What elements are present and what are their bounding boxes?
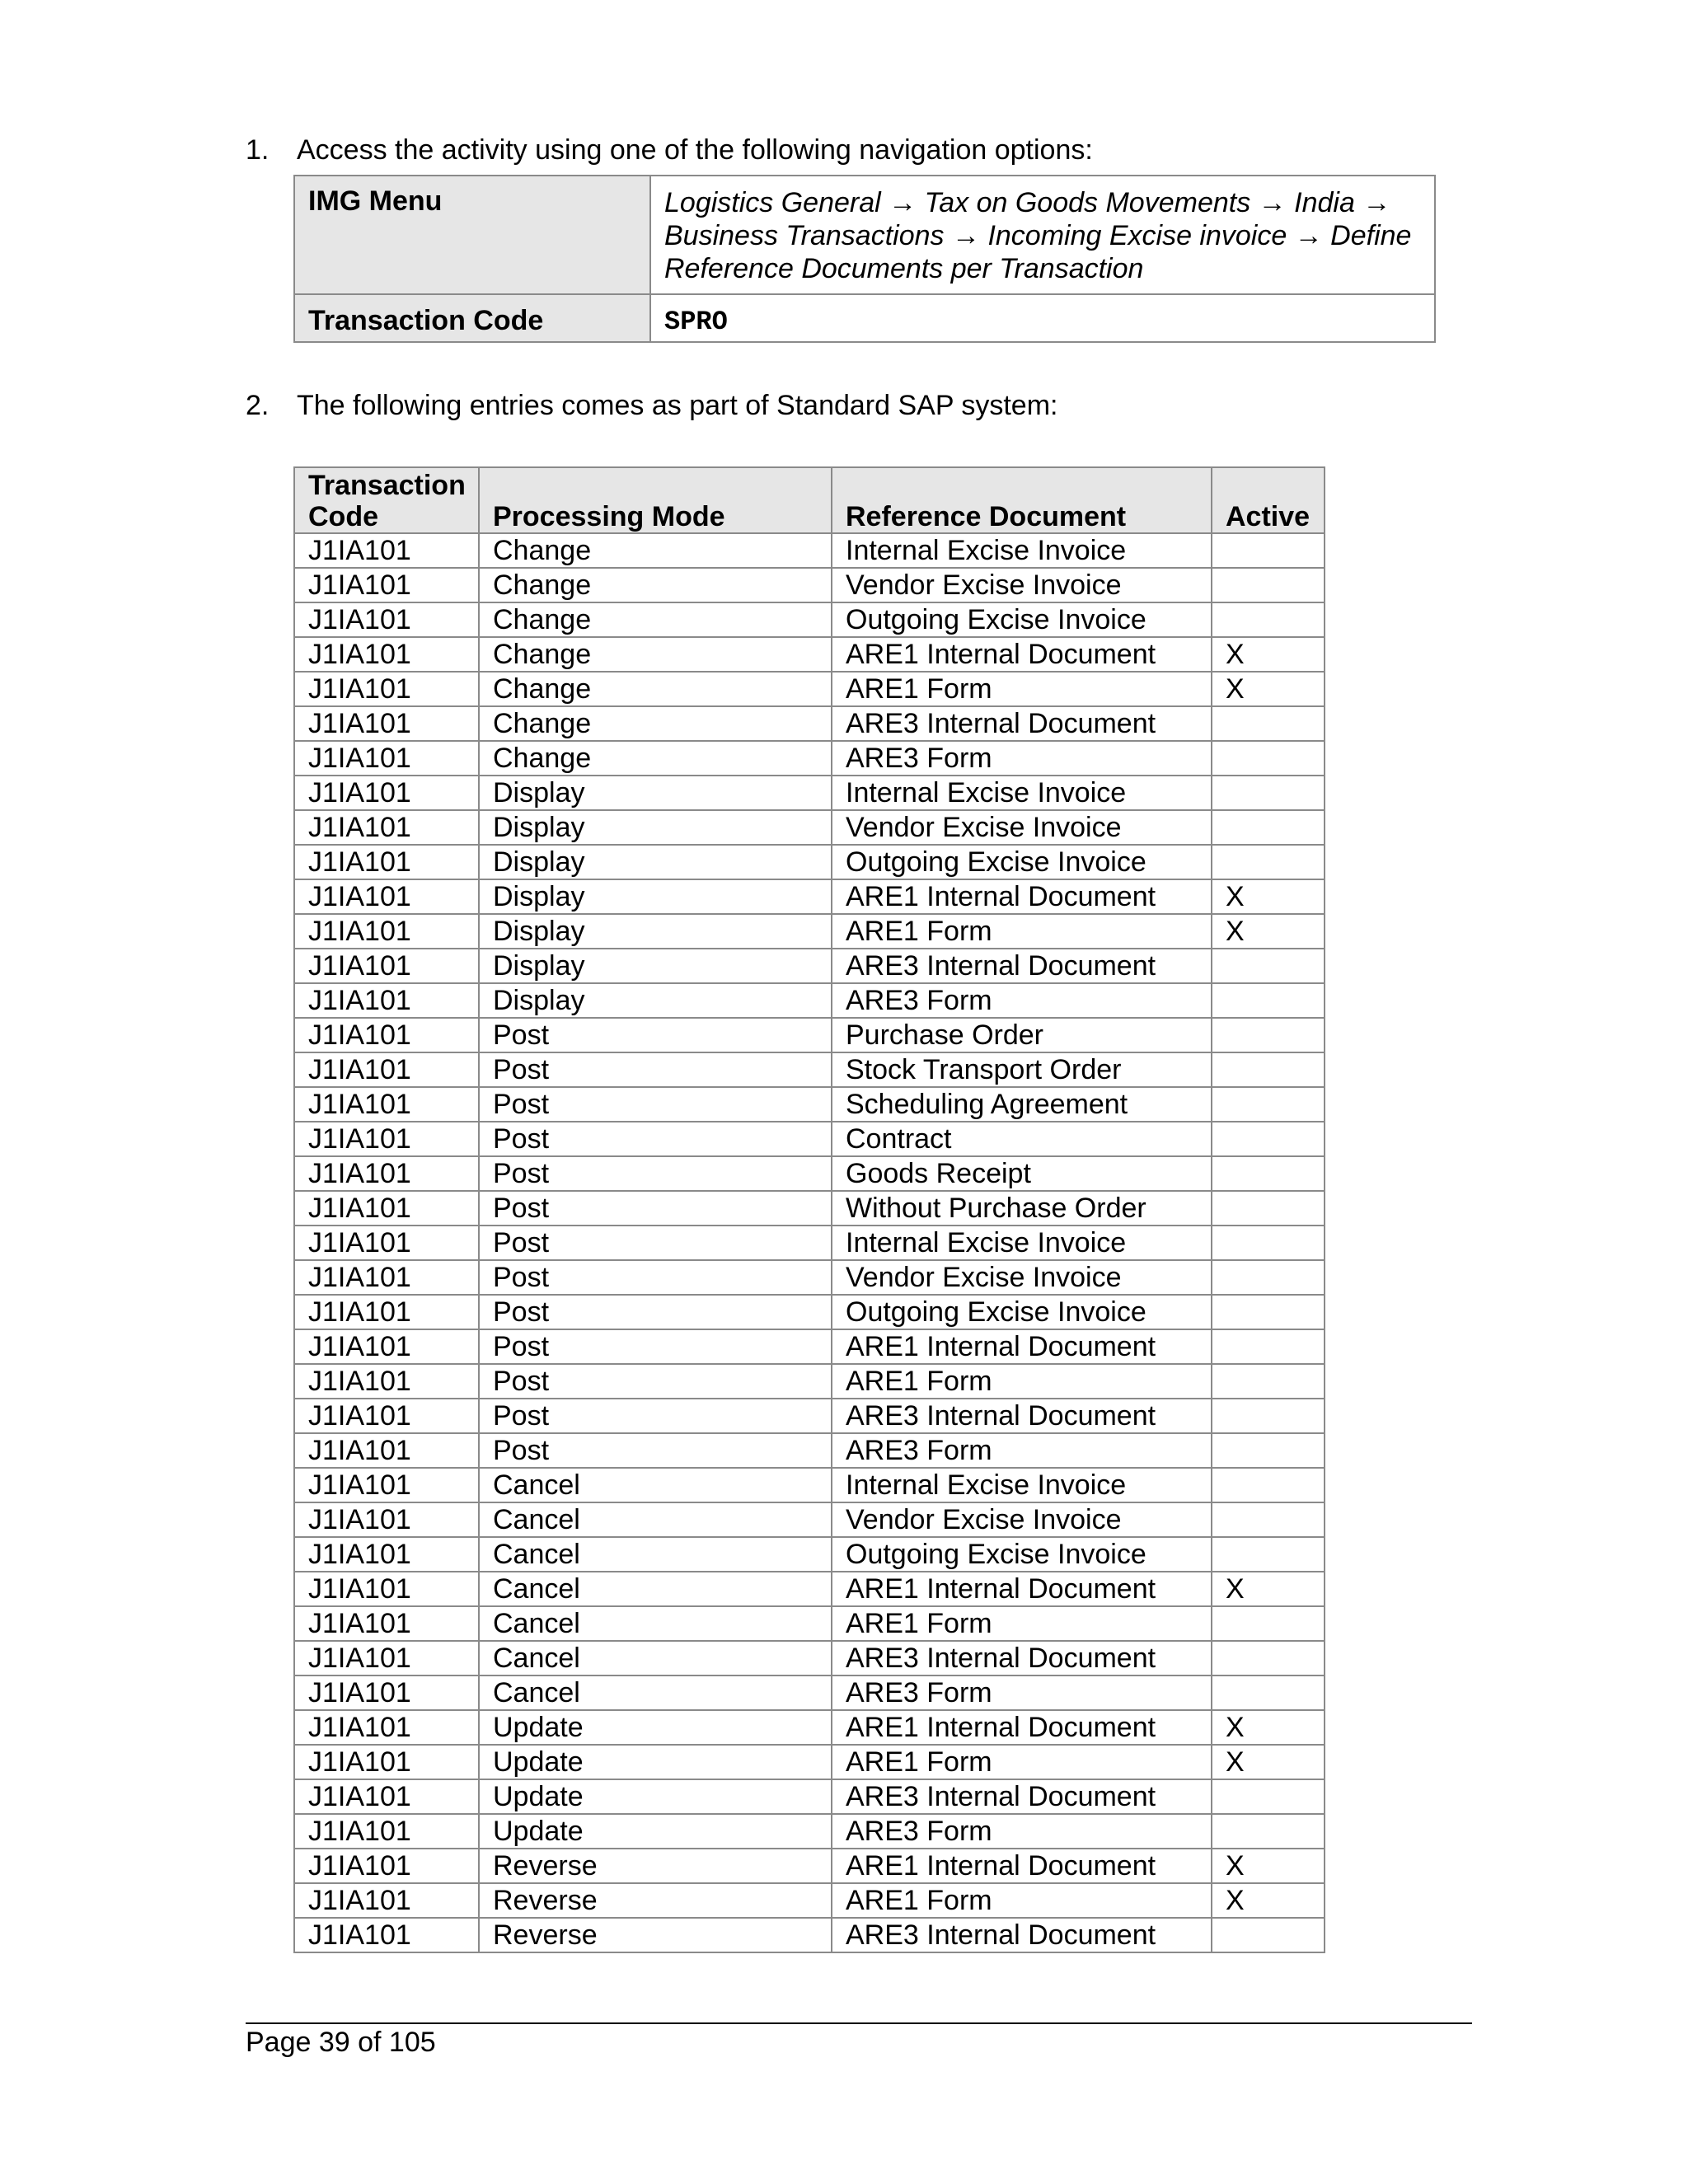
transaction-code-cell: J1IA101 — [294, 1260, 479, 1295]
path-step-5: Incoming Excise invoice — [987, 220, 1287, 251]
transaction-code-cell: J1IA101 — [294, 1779, 479, 1814]
reference-document-cell: Outgoing Excise Invoice — [832, 845, 1212, 879]
table-row — [294, 1641, 1325, 1675]
reference-document-cell: Outgoing Excise Invoice — [832, 1295, 1212, 1329]
active-cell — [1212, 1641, 1325, 1675]
active-cell — [1212, 1156, 1325, 1191]
table-row — [294, 1572, 1325, 1606]
transaction-code-cell: J1IA101 — [294, 568, 479, 602]
active-cell — [1212, 1364, 1325, 1399]
reference-document-cell: Purchase Order — [832, 1018, 1212, 1052]
active-cell — [1212, 1191, 1325, 1226]
table-row — [294, 602, 1325, 637]
processing-mode-cell: Post — [479, 1122, 832, 1156]
active-cell — [1212, 1918, 1325, 1952]
processing-mode-cell: Change — [479, 533, 832, 568]
path-step-3: India — [1294, 187, 1355, 218]
transaction-code-cell: J1IA101 — [294, 1156, 479, 1191]
active-cell — [1212, 810, 1325, 845]
transaction-code-cell: J1IA101 — [294, 1364, 479, 1399]
table-row — [294, 1745, 1325, 1779]
processing-mode-cell: Reverse — [479, 1849, 832, 1883]
processing-mode-cell: Post — [479, 1295, 832, 1329]
transaction-code-cell: J1IA101 — [294, 533, 479, 568]
processing-mode-cell: Cancel — [479, 1572, 832, 1606]
active-cell: X — [1212, 637, 1325, 672]
transaction-code-cell: J1IA101 — [294, 1814, 479, 1849]
active-cell — [1212, 1260, 1325, 1295]
processing-mode-cell: Post — [479, 1156, 832, 1191]
processing-mode-cell: Change — [479, 602, 832, 637]
active-cell: X — [1212, 672, 1325, 706]
reference-document-cell: ARE3 Internal Document — [832, 1399, 1212, 1433]
transaction-code-cell: J1IA101 — [294, 1122, 479, 1156]
reference-document-cell: ARE3 Form — [832, 1433, 1212, 1468]
processing-mode-cell: Change — [479, 568, 832, 602]
table-row — [294, 1087, 1325, 1122]
processing-mode-cell: Change — [479, 637, 832, 672]
path-step-4: Business Transactions — [664, 220, 945, 251]
reference-document-cell: ARE3 Internal Document — [832, 1918, 1212, 1952]
transaction-code-cell: J1IA101 — [294, 810, 479, 845]
processing-mode-cell: Reverse — [479, 1918, 832, 1952]
img-menu-label: IMG Menu — [294, 176, 650, 294]
reference-document-cell: Vendor Excise Invoice — [832, 568, 1212, 602]
processing-mode-cell: Update — [479, 1745, 832, 1779]
reference-document-cell: ARE3 Form — [832, 1814, 1212, 1849]
table-row — [294, 845, 1325, 879]
reference-document-cell: ARE1 Form — [832, 1745, 1212, 1779]
reference-document-cell: ARE1 Internal Document — [832, 1329, 1212, 1364]
processing-mode-cell: Cancel — [479, 1468, 832, 1502]
active-cell: X — [1212, 1849, 1325, 1883]
transaction-code-cell: J1IA101 — [294, 1606, 479, 1641]
path-step-1: Logistics General — [664, 187, 881, 218]
table-row — [294, 637, 1325, 672]
header-active: Active — [1212, 467, 1325, 533]
reference-document-cell: ARE1 Form — [832, 672, 1212, 706]
processing-mode-cell: Display — [479, 983, 832, 1018]
table-row — [294, 1918, 1325, 1952]
table-row — [294, 949, 1325, 983]
reference-document-cell: ARE1 Form — [832, 914, 1212, 949]
active-cell — [1212, 1052, 1325, 1087]
processing-mode-cell: Cancel — [479, 1502, 832, 1537]
reference-document-cell: ARE1 Form — [832, 1364, 1212, 1399]
reference-document-cell: Scheduling Agreement — [832, 1087, 1212, 1122]
processing-mode-cell: Cancel — [479, 1641, 832, 1675]
processing-mode-cell: Update — [479, 1779, 832, 1814]
table-row — [294, 706, 1325, 741]
transaction-code-cell: J1IA101 — [294, 1052, 479, 1087]
reference-document-cell: ARE1 Form — [832, 1606, 1212, 1641]
reference-document-cell: ARE3 Internal Document — [832, 1641, 1212, 1675]
table-row — [294, 810, 1325, 845]
arrow-icon: → — [1294, 220, 1323, 251]
processing-mode-cell: Display — [479, 810, 832, 845]
transaction-code-row — [294, 294, 1435, 342]
arrow-icon: → — [889, 187, 917, 218]
transaction-code-cell: J1IA101 — [294, 845, 479, 879]
reference-document-cell: Vendor Excise Invoice — [832, 1502, 1212, 1537]
step-2-text: The following entries comes as part of Standard SAP system: — [297, 390, 1058, 421]
table-row — [294, 1606, 1325, 1641]
entries-table — [293, 466, 1325, 1953]
active-cell — [1212, 533, 1325, 568]
active-cell: X — [1212, 1883, 1325, 1918]
transaction-code-cell: J1IA101 — [294, 1018, 479, 1052]
table-row — [294, 1433, 1325, 1468]
active-cell: X — [1212, 914, 1325, 949]
reference-document-cell: ARE1 Internal Document — [832, 1849, 1212, 1883]
reference-document-cell: Goods Receipt — [832, 1156, 1212, 1191]
processing-mode-cell: Display — [479, 949, 832, 983]
processing-mode-cell: Change — [479, 741, 832, 776]
reference-document-cell: ARE1 Internal Document — [832, 1710, 1212, 1745]
table-row — [294, 533, 1325, 568]
transaction-code-cell: J1IA101 — [294, 1087, 479, 1122]
table-row — [294, 568, 1325, 602]
transaction-code-cell: J1IA101 — [294, 1295, 479, 1329]
processing-mode-cell: Post — [479, 1260, 832, 1295]
processing-mode-cell: Post — [479, 1226, 832, 1260]
transaction-code-cell: J1IA101 — [294, 1918, 479, 1952]
arrow-icon: → — [1362, 187, 1391, 218]
active-cell: X — [1212, 1745, 1325, 1779]
arrow-icon: → — [1258, 187, 1287, 218]
active-cell: X — [1212, 1710, 1325, 1745]
processing-mode-cell: Cancel — [479, 1675, 832, 1710]
page-number: Page 39 of 105 — [246, 2027, 436, 2058]
table-row — [294, 1226, 1325, 1260]
active-cell — [1212, 983, 1325, 1018]
table-row — [294, 1295, 1325, 1329]
transaction-code-cell: J1IA101 — [294, 1641, 479, 1675]
header-reference-document: Reference Document — [832, 467, 1212, 533]
table-row — [294, 1052, 1325, 1087]
reference-document-cell: Stock Transport Order — [832, 1052, 1212, 1087]
reference-document-cell: ARE1 Internal Document — [832, 1572, 1212, 1606]
reference-document-cell: Contract — [832, 1122, 1212, 1156]
active-cell — [1212, 1814, 1325, 1849]
reference-document-cell: ARE1 Internal Document — [832, 879, 1212, 914]
transaction-code-cell: J1IA101 — [294, 1468, 479, 1502]
processing-mode-cell: Update — [479, 1710, 832, 1745]
table-row — [294, 1399, 1325, 1433]
active-cell — [1212, 741, 1325, 776]
table-row — [294, 1849, 1325, 1883]
active-cell: X — [1212, 879, 1325, 914]
transaction-code-cell: J1IA101 — [294, 1745, 479, 1779]
active-cell — [1212, 1537, 1325, 1572]
table-row — [294, 776, 1325, 810]
table-row — [294, 1883, 1325, 1918]
table-row — [294, 1675, 1325, 1710]
active-cell — [1212, 776, 1325, 810]
table-row — [294, 741, 1325, 776]
active-cell — [1212, 845, 1325, 879]
footer-divider — [246, 2022, 1472, 2024]
transaction-code-label: Transaction Code — [294, 294, 650, 342]
active-cell — [1212, 1122, 1325, 1156]
table-row — [294, 879, 1325, 914]
entries-body — [294, 533, 1325, 1952]
table-row — [294, 1122, 1325, 1156]
reference-document-cell: ARE1 Form — [832, 1883, 1212, 1918]
active-cell — [1212, 1018, 1325, 1052]
active-cell: X — [1212, 1572, 1325, 1606]
path-step-2: Tax on Goods Movements — [924, 187, 1251, 218]
processing-mode-cell: Update — [479, 1814, 832, 1849]
img-menu-path — [650, 176, 1435, 294]
active-cell — [1212, 706, 1325, 741]
processing-mode-cell: Post — [479, 1191, 832, 1226]
active-cell — [1212, 1433, 1325, 1468]
transaction-code-cell: J1IA101 — [294, 1399, 479, 1433]
table-row — [294, 1260, 1325, 1295]
transaction-code-cell: J1IA101 — [294, 1883, 479, 1918]
processing-mode-cell: Post — [479, 1329, 832, 1364]
active-cell — [1212, 1606, 1325, 1641]
reference-document-cell: Internal Excise Invoice — [832, 533, 1212, 568]
step-2-number: 2. — [246, 390, 270, 421]
table-row — [294, 1779, 1325, 1814]
active-cell — [1212, 1675, 1325, 1710]
transaction-code-cell: J1IA101 — [294, 776, 479, 810]
table-row — [294, 914, 1325, 949]
transaction-code-cell: J1IA101 — [294, 741, 479, 776]
reference-document-cell: Internal Excise Invoice — [832, 1468, 1212, 1502]
transaction-code-cell: J1IA101 — [294, 672, 479, 706]
processing-mode-cell: Reverse — [479, 1883, 832, 1918]
transaction-code-value: SPRO — [664, 306, 728, 337]
processing-mode-cell: Cancel — [479, 1606, 832, 1641]
header-processing-mode: Processing Mode — [479, 467, 832, 533]
processing-mode-cell: Post — [479, 1018, 832, 1052]
table-row — [294, 1537, 1325, 1572]
transaction-code-cell: J1IA101 — [294, 1710, 479, 1745]
navigation-table — [293, 175, 1436, 343]
transaction-code-cell: J1IA101 — [294, 1537, 479, 1572]
active-cell — [1212, 1329, 1325, 1364]
active-cell — [1212, 949, 1325, 983]
table-row — [294, 983, 1325, 1018]
table-row — [294, 1018, 1325, 1052]
table-row — [294, 1329, 1325, 1364]
step-1-number: 1. — [246, 134, 270, 166]
processing-mode-cell: Post — [479, 1433, 832, 1468]
table-row — [294, 1364, 1325, 1399]
transaction-code-cell: J1IA101 — [294, 914, 479, 949]
table-row — [294, 1468, 1325, 1502]
processing-mode-cell: Display — [479, 879, 832, 914]
path-step-6: Define Reference Documents per Transaction — [664, 220, 1412, 284]
processing-mode-cell: Change — [479, 672, 832, 706]
reference-document-cell: Outgoing Excise Invoice — [832, 1537, 1212, 1572]
active-cell — [1212, 1226, 1325, 1260]
processing-mode-cell: Post — [479, 1399, 832, 1433]
transaction-code-cell: J1IA101 — [294, 602, 479, 637]
table-row — [294, 672, 1325, 706]
active-cell — [1212, 1779, 1325, 1814]
img-menu-row — [294, 176, 1435, 294]
header-transaction-code: Transaction Code — [294, 467, 479, 533]
transaction-code-cell: J1IA101 — [294, 1226, 479, 1260]
reference-document-cell: Vendor Excise Invoice — [832, 810, 1212, 845]
reference-document-cell: ARE3 Form — [832, 741, 1212, 776]
active-cell — [1212, 1295, 1325, 1329]
table-row — [294, 1156, 1325, 1191]
reference-document-cell: ARE3 Internal Document — [832, 1779, 1212, 1814]
table-header-row — [294, 467, 1325, 533]
processing-mode-cell: Post — [479, 1364, 832, 1399]
processing-mode-cell: Display — [479, 776, 832, 810]
active-cell — [1212, 1468, 1325, 1502]
table-row — [294, 1191, 1325, 1226]
active-cell — [1212, 1502, 1325, 1537]
table-row — [294, 1502, 1325, 1537]
arrow-icon: → — [951, 220, 980, 251]
transaction-code-cell: J1IA101 — [294, 1329, 479, 1364]
processing-mode-cell: Display — [479, 845, 832, 879]
reference-document-cell: ARE1 Internal Document — [832, 637, 1212, 672]
reference-document-cell: Without Purchase Order — [832, 1191, 1212, 1226]
active-cell — [1212, 602, 1325, 637]
transaction-code-cell: J1IA101 — [294, 1502, 479, 1537]
processing-mode-cell: Display — [479, 914, 832, 949]
transaction-code-cell: J1IA101 — [294, 1572, 479, 1606]
transaction-code-cell: J1IA101 — [294, 983, 479, 1018]
transaction-code-cell: J1IA101 — [294, 1849, 479, 1883]
table-row — [294, 1814, 1325, 1849]
transaction-code-cell: J1IA101 — [294, 1433, 479, 1468]
reference-document-cell: ARE3 Form — [832, 983, 1212, 1018]
active-cell — [1212, 1399, 1325, 1433]
active-cell — [1212, 1087, 1325, 1122]
transaction-code-cell: J1IA101 — [294, 637, 479, 672]
reference-document-cell: Internal Excise Invoice — [832, 776, 1212, 810]
transaction-code-cell: J1IA101 — [294, 1675, 479, 1710]
transaction-code-cell: J1IA101 — [294, 1191, 479, 1226]
processing-mode-cell: Change — [479, 706, 832, 741]
processing-mode-cell: Cancel — [479, 1537, 832, 1572]
transaction-code-cell: J1IA101 — [294, 949, 479, 983]
reference-document-cell: ARE3 Internal Document — [832, 706, 1212, 741]
reference-document-cell: ARE3 Internal Document — [832, 949, 1212, 983]
reference-document-cell: Vendor Excise Invoice — [832, 1260, 1212, 1295]
reference-document-cell: ARE3 Form — [832, 1675, 1212, 1710]
table-row — [294, 1710, 1325, 1745]
transaction-code-cell: J1IA101 — [294, 706, 479, 741]
active-cell — [1212, 568, 1325, 602]
reference-document-cell: Outgoing Excise Invoice — [832, 602, 1212, 637]
processing-mode-cell: Post — [479, 1052, 832, 1087]
processing-mode-cell: Post — [479, 1087, 832, 1122]
step-1-text: Access the activity using one of the following navigation options: — [297, 134, 1093, 166]
reference-document-cell: Internal Excise Invoice — [832, 1226, 1212, 1260]
transaction-code-cell: J1IA101 — [294, 879, 479, 914]
